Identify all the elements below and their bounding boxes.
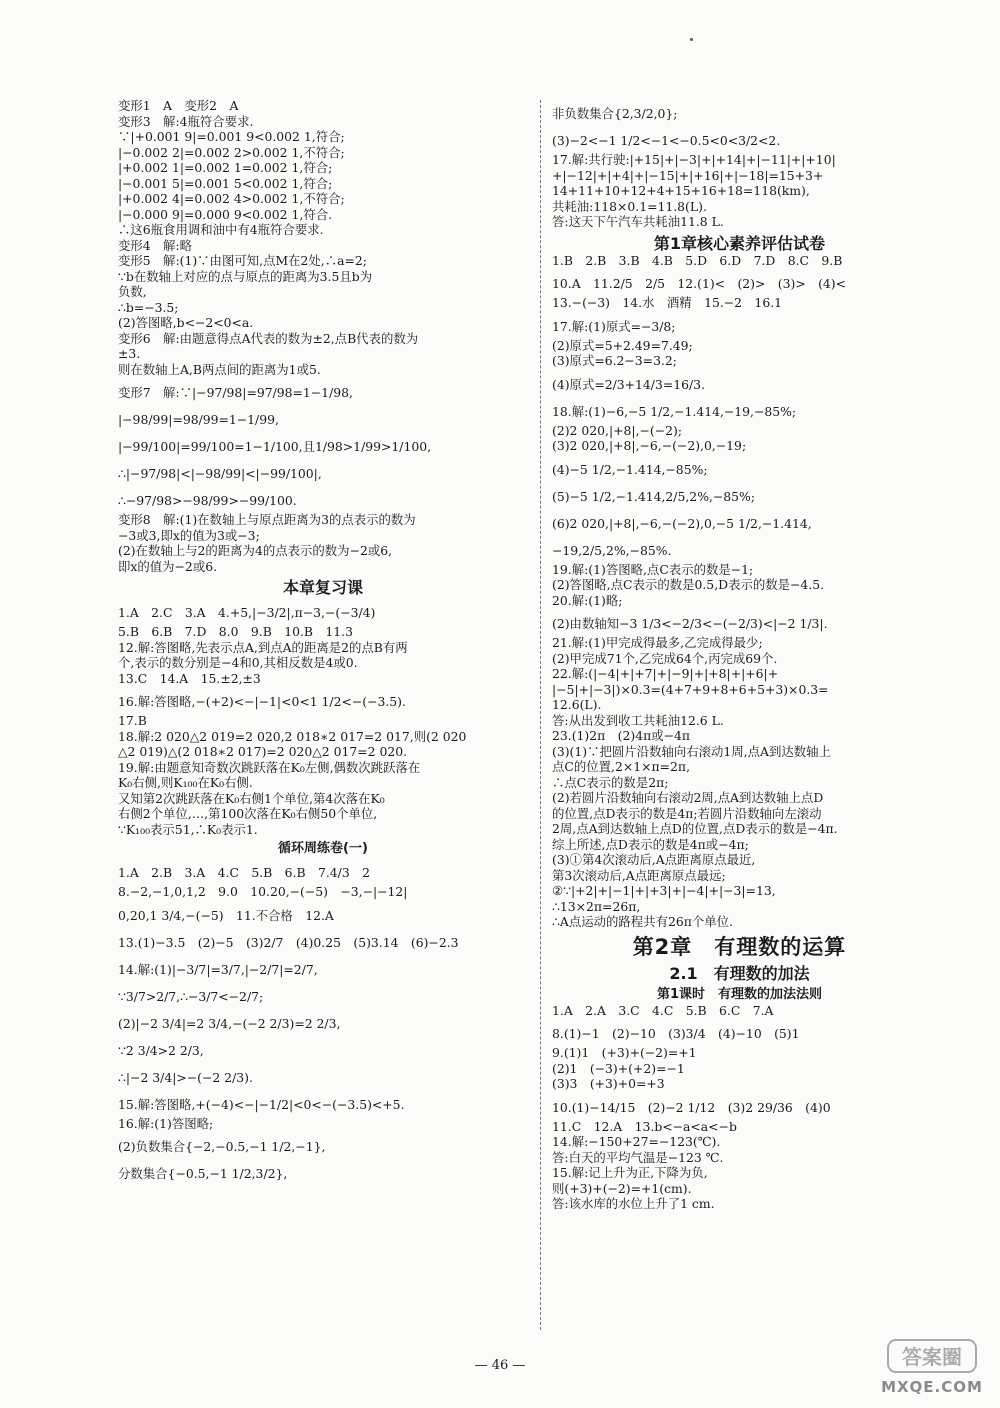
answer-line: (2)答图略,b<−2<0<a. [118,315,254,330]
answer-line: 14+11+10+12+4+15+16+18=118(km), [552,183,810,198]
scan-speck [690,38,693,41]
answer-line: 非负数集合{2,3/2,0}; [552,106,678,121]
answer-line: 答:白天的平均气温是−123 ℃. [552,1149,724,1165]
answer-line: 21.解:(1)甲完成得最多,乙完成得最少; [552,635,763,650]
answer-line: 15.解:记上升为正,下降为负, [552,1165,708,1180]
answer-line: 变形1 A 变形2 A [118,98,239,113]
answer-line: 5.B 6.B 7.D 8.0 9.B 10.B 11.3 [118,624,353,639]
answer-line: 18.解:2 020△2 019=2 020,2 018∗2 017=2 017,则(2 020 [118,728,467,744]
answer-line: 16.解:(1)答图略; [118,1115,214,1131]
answer-line: ∵|+0.001 9|=0.001 9<0.002 1,符合; [118,129,345,144]
section-heading: 循环周练卷(一) [278,841,368,856]
answer-line: K₀右侧,则K₁₀₀在K₀右侧. [118,775,253,790]
answer-line: |−0.001 5|=0.001 5<0.002 1,符合; [118,175,333,191]
answer-line: 0,20,1 3/4,−(−5) 11.不合格 12.A [118,907,334,923]
answer-line: ∴−97/98>−98/99>−99/100. [118,493,297,508]
right-column [552,100,927,1214]
section-heading: 第2章 有理数的运算 [632,934,847,959]
answer-line: 14.解:(1)|−3/7|=3/7,|−2/7|=2/7, [118,961,318,977]
answer-line: (3)2 020,|+8|,−6,−(−2),0,−19; [552,438,747,453]
answer-line: 19.解:由题意知奇数次跳跃落在K₀左侧,偶数次跳跃落在 [118,759,421,775]
answer-line: 右侧2个单位,…,第100次落在K₀右侧50个单位, [118,806,378,821]
answer-line: 16.解:答图略,−(+2)<−|−1|<0<1 1/2<−(−3.5). [118,694,406,709]
answer-line: (2)2 020,|+8|,−(−2); [552,422,683,438]
answer-line: 1.A 2.A 3.C 4.C 5.B 6.C 7.A [552,1002,774,1018]
answer-line: ∴点C表示的数是2π; [552,774,669,790]
answer-line: 点C的位置,2×1×π=2π, [552,759,691,774]
answer-line: 变形5 解:(1)∵由图可知,点M在2处,∴a=2; [118,253,367,268]
answer-line: (4)原式=2/3+14/3=16/3. [552,376,706,392]
answer-line: 分数集合{−0.5,−1 1/2,3/2}, [118,1166,288,1181]
answer-line: (2)若圆片沿数轴向右滚动2周,点A到达数轴上点D [552,790,824,805]
answer-line: 则(+3)+(−2)=+1(cm). [552,1180,692,1196]
answer-line: 答:这天下午汽车共耗油11.8 L. [552,214,724,229]
watermark-logo [886,1336,978,1376]
answer-line: 18.解:(1)−6,−5 1/2,−1.414,−19,−85%; [552,403,797,419]
answer-line: 即x的值为−2或6. [118,558,218,574]
answer-line: 变形6 解:由题意得点A代表的数为±2,点B代表的数为 [118,330,419,346]
answer-line: |+0.002 1|=0.002 1=0.002 1,符合; [118,160,333,175]
answer-line: 的位置,点D表示的数是4π;若圆片沿数轴向左滚动 [552,805,822,821]
answer-line: ∴|−2 3/4|>−(−2 2/3). [118,1069,253,1085]
column-divider [540,100,541,1330]
answer-line: 22.解:(|−4|+|+7|+|−9|+|+8|+|+6|+ [552,666,779,681]
answer-line: ∴|−97/98|<|−98/99|<|−99/100|, [118,466,322,481]
watermark-site: MXQE.COM [881,1378,983,1396]
answer-line: 9.(1)1 (+3)+(−2)=+1 [552,1045,697,1060]
answer-line: (3)①第4次滚动后,A点距离原点最近, [552,852,756,867]
section-heading: 第1课时 有理数的加法法则 [656,986,823,1002]
answer-line: 23.(1)2π (2)4π或−4π [552,728,691,743]
answer-line: △2 019)△(2 018∗2 017)=2 020△2 017=2 020. [118,744,408,759]
answer-line: 负数, [118,284,147,299]
answer-line: 则在数轴上A,B两点间的距离为1或5. [118,361,321,377]
answer-line: ∴这6瓶食用调和油中有4瓶符合要求. [118,222,324,237]
answer-line: −3或3,即x的值为3或−3; [118,527,260,543]
answer-line: |−99/100|=99/100=1−1/100,且1/98>1/99>1/100, [118,439,432,454]
answer-line: ②∵|+2|+|−1|+|+3|+|−4|+|−3|=13, [552,883,776,898]
answer-line: 答:该水库的水位上升了1 cm. [552,1196,715,1211]
answer-line: 10.(1)−14/15 (2)−2 1/12 (3)2 29/36 (4)0 [552,1099,831,1115]
answer-line: 1.B 2.B 3.B 4.B 5.D 6.D 7.D 8.C 9.B [552,252,843,268]
answer-line: 变形3 解:4瓶符合要求. [118,113,254,129]
answer-line: |−0.000 9|=0.000 9<0.002 1,符合. [118,206,333,222]
answer-line: ∵2 3/4>2 2/3, [118,1042,204,1058]
answer-line: 15.解:答图略,+(−4)<−|−1/2|<0<−(−3.5)<+5. [118,1096,405,1112]
answer-line: 17.B [118,713,147,728]
answer-line: 1.A 2.C 3.A 4.+5,|−3/2|,π−3,−(−3/4) [118,605,376,620]
answer-line: 10.A 11.2/5 2/5 12.(1)< (2)> (3)> (4)< [552,276,847,291]
answer-line: 12.6(L). [552,697,602,712]
answer-line: 8.−2,−1,0,1,2 9.0 10.20,−(−5) −3,−|−12| [118,884,408,899]
answer-line: ∴b=−3.5; [118,299,179,315]
answer-line: 13.C 14.A 15.±2,±3 [118,670,261,686]
answer-line: 变形8 解:(1)在数轴上与原点距离为3的点表示的数为 [118,512,416,527]
answer-line: 12.解:答图略,先表示点A,到点A的距离是2的点B有两 [118,639,408,655]
answer-line: (2)负数集合{−2,−0.5,−1 1/2,−1}, [118,1139,326,1154]
answer-line: (2)甲完成71个,乙完成64个,丙完成69个. [552,650,778,666]
answer-line: 综上所述,点D表示的数是4π或−4π; [552,836,749,852]
answer-line: (3)3 (+3)+0=+3 [552,1076,665,1091]
watermark [872,1336,992,1402]
answer-line: (4)−5 1/2,−1.414,−85%; [552,461,708,477]
answer-line: 2周,点A到达数轴上点D的位置,点D表示的数是−4π. [552,821,838,836]
answer-line: ∵b在数轴上对应的点与原点的距离为3.5且b为 [118,268,373,284]
section-heading: 本章复习课 [282,578,363,597]
answer-line: 变形7 解:∵|−97/98|=97/98=1−1/98, [118,385,353,400]
answer-line: (2)|−2 3/4|=2 3/4,−(−2 2/3)=2 2/3, [118,1015,341,1031]
answer-line: 第3次滚动后,A点距离原点最远; [552,867,726,883]
answer-line: 17.解:(1)原式=−3/8; [552,318,676,334]
answer-line: 变形4 解:略 [118,237,193,253]
answer-line: ∵3/7>2/7,∴−3/7<−2/7; [118,988,264,1004]
answer-line: (2)原式=5+2.49=7.49; [552,337,693,353]
answer-line: (5)−5 1/2,−1.414,2/5,2%,−85%; [552,488,755,504]
answer-line: ∴13×2π=26π, [552,898,641,914]
answer-line: +|−12|+|+4|+|−15|+|+16|+|−18|=15+3+ [552,167,824,183]
answer-line: 8.(1)−1 (2)−10 (3)3/4 (4)−10 (5)1 [552,1026,800,1041]
answer-line: (3)(1)∵把圆片沿数轴向右滚动1周,点A到达数轴上 [552,743,831,759]
section-heading: 第1章核心素养评估试卷 [653,233,826,253]
answer-line: 又知第2次跳跃落在K₀右侧1个单位,第4次落在K₀ [118,790,385,806]
answer-line: ±3. [118,346,141,361]
answer-line: 共耗油:118×0.1=11.8(L). [552,198,707,214]
watermark-logo-text: 答案圈 [902,1345,962,1369]
answer-line: |−5|+|−3|)×0.3=(4+7+9+8+6+5+3)×0.3= [552,681,829,697]
answer-line: ∵K₁₀₀表示51,∴K₀表示1. [118,821,258,837]
answer-line: 个,表示的数分别是−4和0,其相反数是4或0. [118,655,358,670]
answer-line: (2)在数轴上与2的距离为4的点表示的数为−2或6, [118,543,393,558]
answer-line: (2)答图略,点C表示的数是0.5,D表示的数是−4.5. [552,577,825,592]
answer-line: (3)原式=6.2−3=3.2; [552,353,677,368]
answer-line: |−98/99|=98/99=1−1/99, [118,412,279,427]
answer-line: 20.解:(1)略; [552,592,623,608]
answer-line: ∴A点运动的路程共有26π个单位. [552,914,733,929]
section-heading: 2.1 有理数的加法 [669,963,810,983]
answer-line: |+0.002 4|=0.002 4>0.002 1,不符合; [118,191,345,206]
answer-line: (3)−2<−1 1/2<−1<−0.5<0<3/2<2. [552,133,781,148]
answer-line: (6)2 020,|+8|,−6,−(−2),0,−5 1/2,−1.414, [552,515,812,531]
answer-line: 19.解:(1)答图略,点C表示的数是−1; [552,561,754,577]
answer-line: 13.−(−3) 14.水 酒精 15.−2 16.1 [552,295,783,310]
answer-line: 答:从出发到收工共耗油12.6 L. [552,712,724,728]
page-number: — 46 — [474,1358,526,1373]
answer-line: (2)由数轴知−3 1/3<−2/3<−(−2/3)<|−2 1/3|. [552,616,828,631]
answer-line: |−0.002 2|=0.002 2>0.002 1,不符合; [118,144,345,160]
answer-line: 13.(1)−3.5 (2)−5 (3)2/7 (4)0.25 (5)3.14 (6)−2.3 [118,934,459,950]
left-column [118,100,528,1187]
answer-line: (2)1 (−3)+(+2)=−1 [552,1060,685,1076]
answer-line: 14.解:−150+27=−123(℃). [552,1134,721,1149]
answer-line: 11.C 12.A 13.b<−a<a<−b [552,1118,737,1134]
answer-line: 17.解:共行驶:|+15|+|−3|+|+14|+|−11|+|+10| [552,152,836,167]
answer-line: −19,2/5,2%,−85%. [552,542,672,558]
answer-line: 1.A 2.B 3.A 4.C 5.B 6.B 7.4/3 2 [118,865,371,880]
